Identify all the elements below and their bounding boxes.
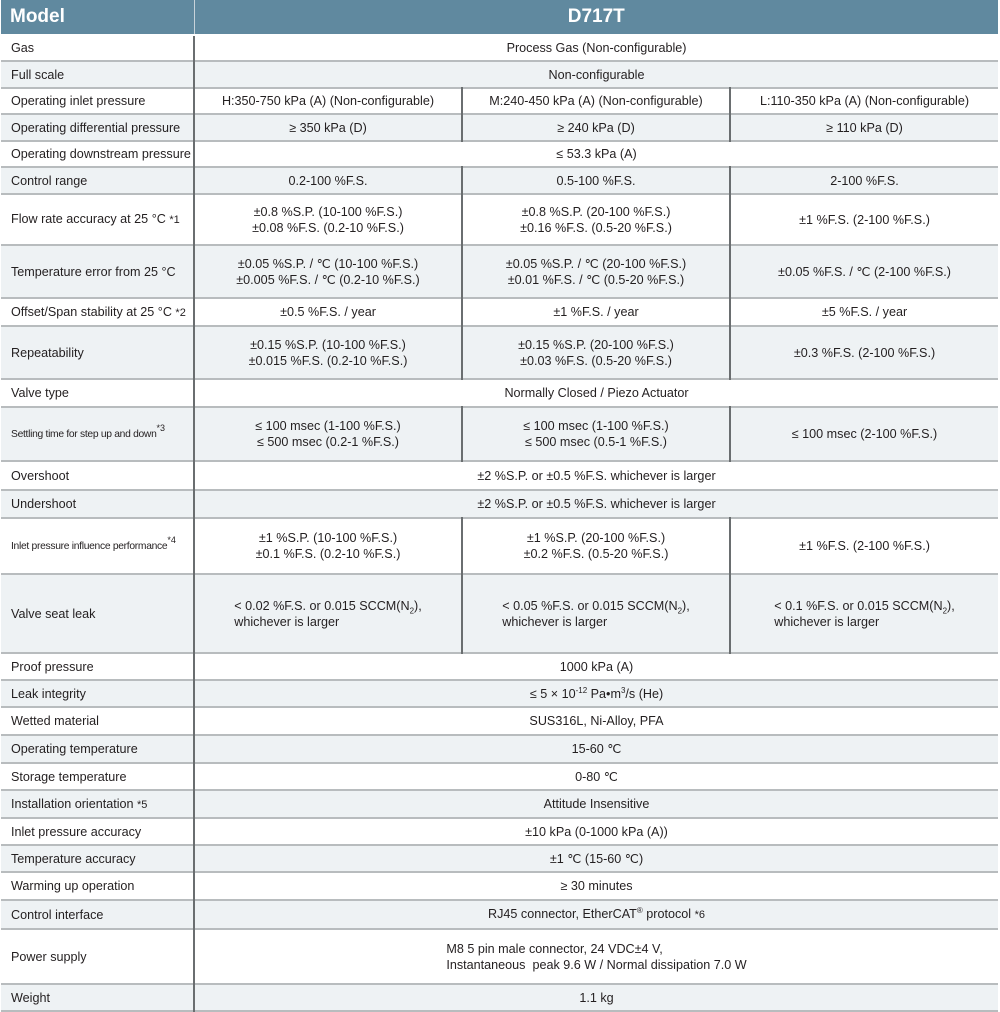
spec-table <box>1 0 998 1012</box>
row-label: Repeatability <box>1 326 194 379</box>
value-text: < 0.02 %F.S. or 0.015 SCCM(N <box>234 598 410 613</box>
row-label: Control range <box>1 167 194 194</box>
value-m: ≥ 240 kPa (D) <box>462 114 730 141</box>
footnote-mark: *2 <box>175 306 186 319</box>
row-value <box>194 900 998 929</box>
value-h <box>194 326 462 379</box>
row-installation <box>1 790 998 818</box>
row-label: Undershoot <box>1 490 194 518</box>
value-line: ±1 %S.P. (20-100 %F.S.) <box>526 531 666 545</box>
row-label: Temperature accuracy <box>1 845 194 872</box>
value-line: M8 5 pin male connector, 24 VDC±4 V, <box>446 941 663 956</box>
value-line: ±0.15 %S.P. (10-100 %F.S.) <box>250 337 406 352</box>
row-label: Gas <box>1 35 194 61</box>
value-text: protocol <box>642 907 695 921</box>
value-l <box>730 574 998 653</box>
footnote-mark: *1 <box>169 214 180 226</box>
footnote-mark: *3 <box>156 423 166 433</box>
value-text: ≤ 5 × 10 <box>529 686 576 701</box>
row-label <box>1 407 194 461</box>
row-temp-accuracy <box>1 845 998 872</box>
row-label: Overshoot <box>1 461 194 490</box>
value-line: ±1 %S.P. (10-100 %F.S.) <box>258 531 398 545</box>
value-line <box>502 598 690 614</box>
row-leak-integrity <box>1 680 998 707</box>
row-warming <box>1 872 998 900</box>
value-h: 0.2-100 %F.S. <box>194 167 462 194</box>
value-line: ≤ 500 msec (0.5-1 %F.S.) <box>525 435 667 449</box>
value-l: ≥ 110 kPa (D) <box>730 114 998 141</box>
row-label: Wetted material <box>1 707 194 735</box>
row-seat-leak <box>1 574 998 653</box>
value-m <box>462 194 730 245</box>
model-name: D717T <box>194 0 998 35</box>
value-line: ≤ 100 msec (1-100 %F.S.) <box>255 419 401 433</box>
value-l: ±1 %F.S. (2-100 %F.S.) <box>799 539 930 553</box>
footnote-mark: *6 <box>694 909 705 921</box>
row-flow-accuracy <box>1 194 998 245</box>
row-wetted <box>1 707 998 735</box>
value-line <box>234 598 422 614</box>
subscript: 2 <box>942 606 948 616</box>
subscript: 2 <box>677 606 683 616</box>
row-storage-temp <box>1 763 998 790</box>
row-op-down <box>1 141 998 167</box>
row-label <box>1 298 194 326</box>
value-line: ≤ 500 msec (0.2-1 %F.S.) <box>257 435 399 449</box>
value-m <box>462 518 730 574</box>
row-value: 15-60 ℃ <box>194 735 998 763</box>
row-label: Control interface <box>1 900 194 929</box>
row-label: Temperature error from 25 °C <box>1 245 194 298</box>
row-label: Valve type <box>1 379 194 407</box>
row-label: Valve seat leak <box>1 574 194 653</box>
value-line: whichever is larger <box>502 614 608 629</box>
row-op-diff <box>1 114 998 141</box>
row-value: Attitude Insensitive <box>194 790 998 818</box>
value-m <box>462 574 730 653</box>
value-line: ±0.08 %F.S. (0.2-10 %F.S.) <box>252 220 404 235</box>
row-inlet-influence <box>1 518 998 574</box>
value-line: ±0.8 %S.P. (20-100 %F.S.) <box>521 204 671 219</box>
value-m <box>462 326 730 379</box>
row-value: ±2 %S.P. or ±0.5 %F.S. whichever is larger <box>477 468 716 483</box>
value-l: ≤ 100 msec (2-100 %F.S.) <box>730 407 998 461</box>
value-line: ±0.1 %F.S. (0.2-10 %F.S.) <box>255 547 401 561</box>
value-text: ), <box>947 598 955 613</box>
value-line: ±0.03 %F.S. (0.5-20 %F.S.) <box>520 353 672 368</box>
row-offset-span <box>1 298 998 326</box>
value-l: ±0.3 %F.S. (2-100 %F.S.) <box>730 326 998 379</box>
row-label: Proof pressure <box>1 653 194 680</box>
row-label: Operating inlet pressure <box>1 88 194 114</box>
value-m <box>462 245 730 298</box>
value-line: Instantaneous peak 9.6 W / Normal dissipation 7.0 W <box>446 957 747 972</box>
value-line <box>774 598 955 614</box>
row-label: Operating temperature <box>1 735 194 763</box>
label-text: Installation orientation <box>11 796 134 811</box>
registered-mark: ® <box>636 905 643 915</box>
value-l: ±5 %F.S. / year <box>821 305 908 319</box>
value-h <box>194 518 462 574</box>
value-l: ±1 %F.S. (2-100 %F.S.) <box>799 212 930 227</box>
header-row <box>1 0 998 35</box>
row-control-interface <box>1 900 998 929</box>
value-h <box>194 407 462 461</box>
value-l: 2-100 %F.S. <box>730 167 998 194</box>
value-line: ±0.005 %F.S. / ℃ (0.2-10 %F.S.) <box>236 272 420 287</box>
value-l: ±0.05 %F.S. / ℃ (2-100 %F.S.) <box>730 245 998 298</box>
row-gas <box>1 35 998 61</box>
value-h: ±0.5 %F.S. / year <box>194 298 462 326</box>
row-op-temp <box>1 735 998 763</box>
row-inlet-accuracy <box>1 818 998 845</box>
value-l: L:110-350 kPa (A) (Non-configurable) <box>759 94 970 108</box>
value-line: ≤ 100 msec (1-100 %F.S.) <box>523 419 669 433</box>
row-label: Weight <box>1 984 194 1011</box>
value-h <box>194 194 462 245</box>
row-value: 1.1 kg <box>194 984 998 1011</box>
superscript: -12 <box>575 685 588 695</box>
row-settling <box>1 407 998 461</box>
row-value <box>194 929 998 984</box>
row-label: Operating differential pressure <box>1 114 194 141</box>
row-label: Inlet pressure accuracy <box>1 818 194 845</box>
row-power-supply <box>1 929 998 984</box>
value-m: M:240-450 kPa (A) (Non-configurable) <box>462 88 730 114</box>
row-label <box>1 518 194 574</box>
value-h: ≥ 350 kPa (D) <box>194 114 462 141</box>
row-label <box>1 194 194 245</box>
value-h <box>194 245 462 298</box>
row-label: Storage temperature <box>1 763 194 790</box>
value-text: /s (He) <box>625 686 664 701</box>
row-label: Power supply <box>1 929 194 984</box>
subscript: 2 <box>409 606 415 616</box>
value-m: 0.5-100 %F.S. <box>462 167 730 194</box>
row-value <box>194 680 998 707</box>
value-text: < 0.05 %F.S. or 0.015 SCCM(N <box>502 598 678 613</box>
row-value: ±2 %S.P. or ±0.5 %F.S. whichever is larger <box>194 490 998 518</box>
row-op-inlet <box>1 88 998 114</box>
value-line: ±0.2 %F.S. (0.5-20 %F.S.) <box>523 547 669 561</box>
value-m: ±1 %F.S. / year <box>462 298 730 326</box>
value-h: H:350-750 kPa (A) (Non-configurable) <box>194 88 462 114</box>
value-text: ), <box>682 598 690 613</box>
row-value: Process Gas (Non-configurable) <box>506 41 687 55</box>
row-value: ±1 ℃ (15-60 ℃) <box>194 845 998 872</box>
superscript: 3 <box>620 685 626 695</box>
value-text: ), <box>414 598 422 613</box>
row-label <box>1 790 194 818</box>
row-overshoot <box>1 461 998 490</box>
value-line: ±0.16 %F.S. (0.5-20 %F.S.) <box>520 220 672 235</box>
value-line: ±0.15 %S.P. (20-100 %F.S.) <box>518 337 674 352</box>
row-label: Full scale <box>1 61 194 88</box>
row-full-scale <box>1 61 998 88</box>
row-value: ≤ 53.3 kPa (A) <box>556 147 637 161</box>
value-m <box>462 407 730 461</box>
value-line: ±0.01 %F.S. / ℃ (0.5-20 %F.S.) <box>507 272 685 287</box>
label-text: Inlet pressure influence performance <box>11 541 168 552</box>
value-line: ±0.015 %F.S. (0.2-10 %F.S.) <box>248 353 408 368</box>
row-value: 1000 kPa (A) <box>559 659 634 674</box>
row-valve-type <box>1 379 998 407</box>
row-temp-error <box>1 245 998 298</box>
footnote-mark: *4 <box>167 535 176 545</box>
row-control-range <box>1 167 998 194</box>
label-text: Offset/Span stability at 25 °C <box>11 304 172 319</box>
value-text: Pa•m <box>587 686 621 701</box>
value-line: whichever is larger <box>774 614 880 629</box>
value-line: ±0.05 %S.P. / ℃ (10-100 %F.S.) <box>237 256 419 271</box>
row-proof <box>1 653 998 680</box>
row-value: Normally Closed / Piezo Actuator <box>504 386 689 400</box>
value-h <box>194 574 462 653</box>
row-label: Leak integrity <box>1 680 194 707</box>
row-value: ≥ 30 minutes <box>560 879 633 893</box>
value-line: ±0.05 %S.P. / ℃ (20-100 %F.S.) <box>505 256 687 271</box>
model-label: Model <box>1 0 194 35</box>
label-text: Settling time for step up and down <box>11 429 157 440</box>
value-line: ±0.8 %S.P. (10-100 %F.S.) <box>253 204 403 219</box>
row-label: Operating downstream pressure <box>1 141 194 167</box>
row-value: ±10 kPa (0-1000 kPa (A)) <box>525 824 668 839</box>
row-label: Warming up operation <box>1 872 194 900</box>
row-value: SUS316L, Ni-Alloy, PFA <box>529 714 664 728</box>
footnote-mark: *5 <box>137 798 148 811</box>
value-line: whichever is larger <box>234 614 340 629</box>
value-text: < 0.1 %F.S. or 0.015 SCCM(N <box>774 598 943 613</box>
row-weight <box>1 984 998 1011</box>
value-text: RJ45 connector, EtherCAT <box>488 907 637 921</box>
label-text: Flow rate accuracy at 25 °C <box>11 212 166 226</box>
row-repeatability <box>1 326 998 379</box>
row-value: 0-80 ℃ <box>575 769 618 784</box>
row-value: Non-configurable <box>194 61 998 88</box>
row-undershoot <box>1 490 998 518</box>
